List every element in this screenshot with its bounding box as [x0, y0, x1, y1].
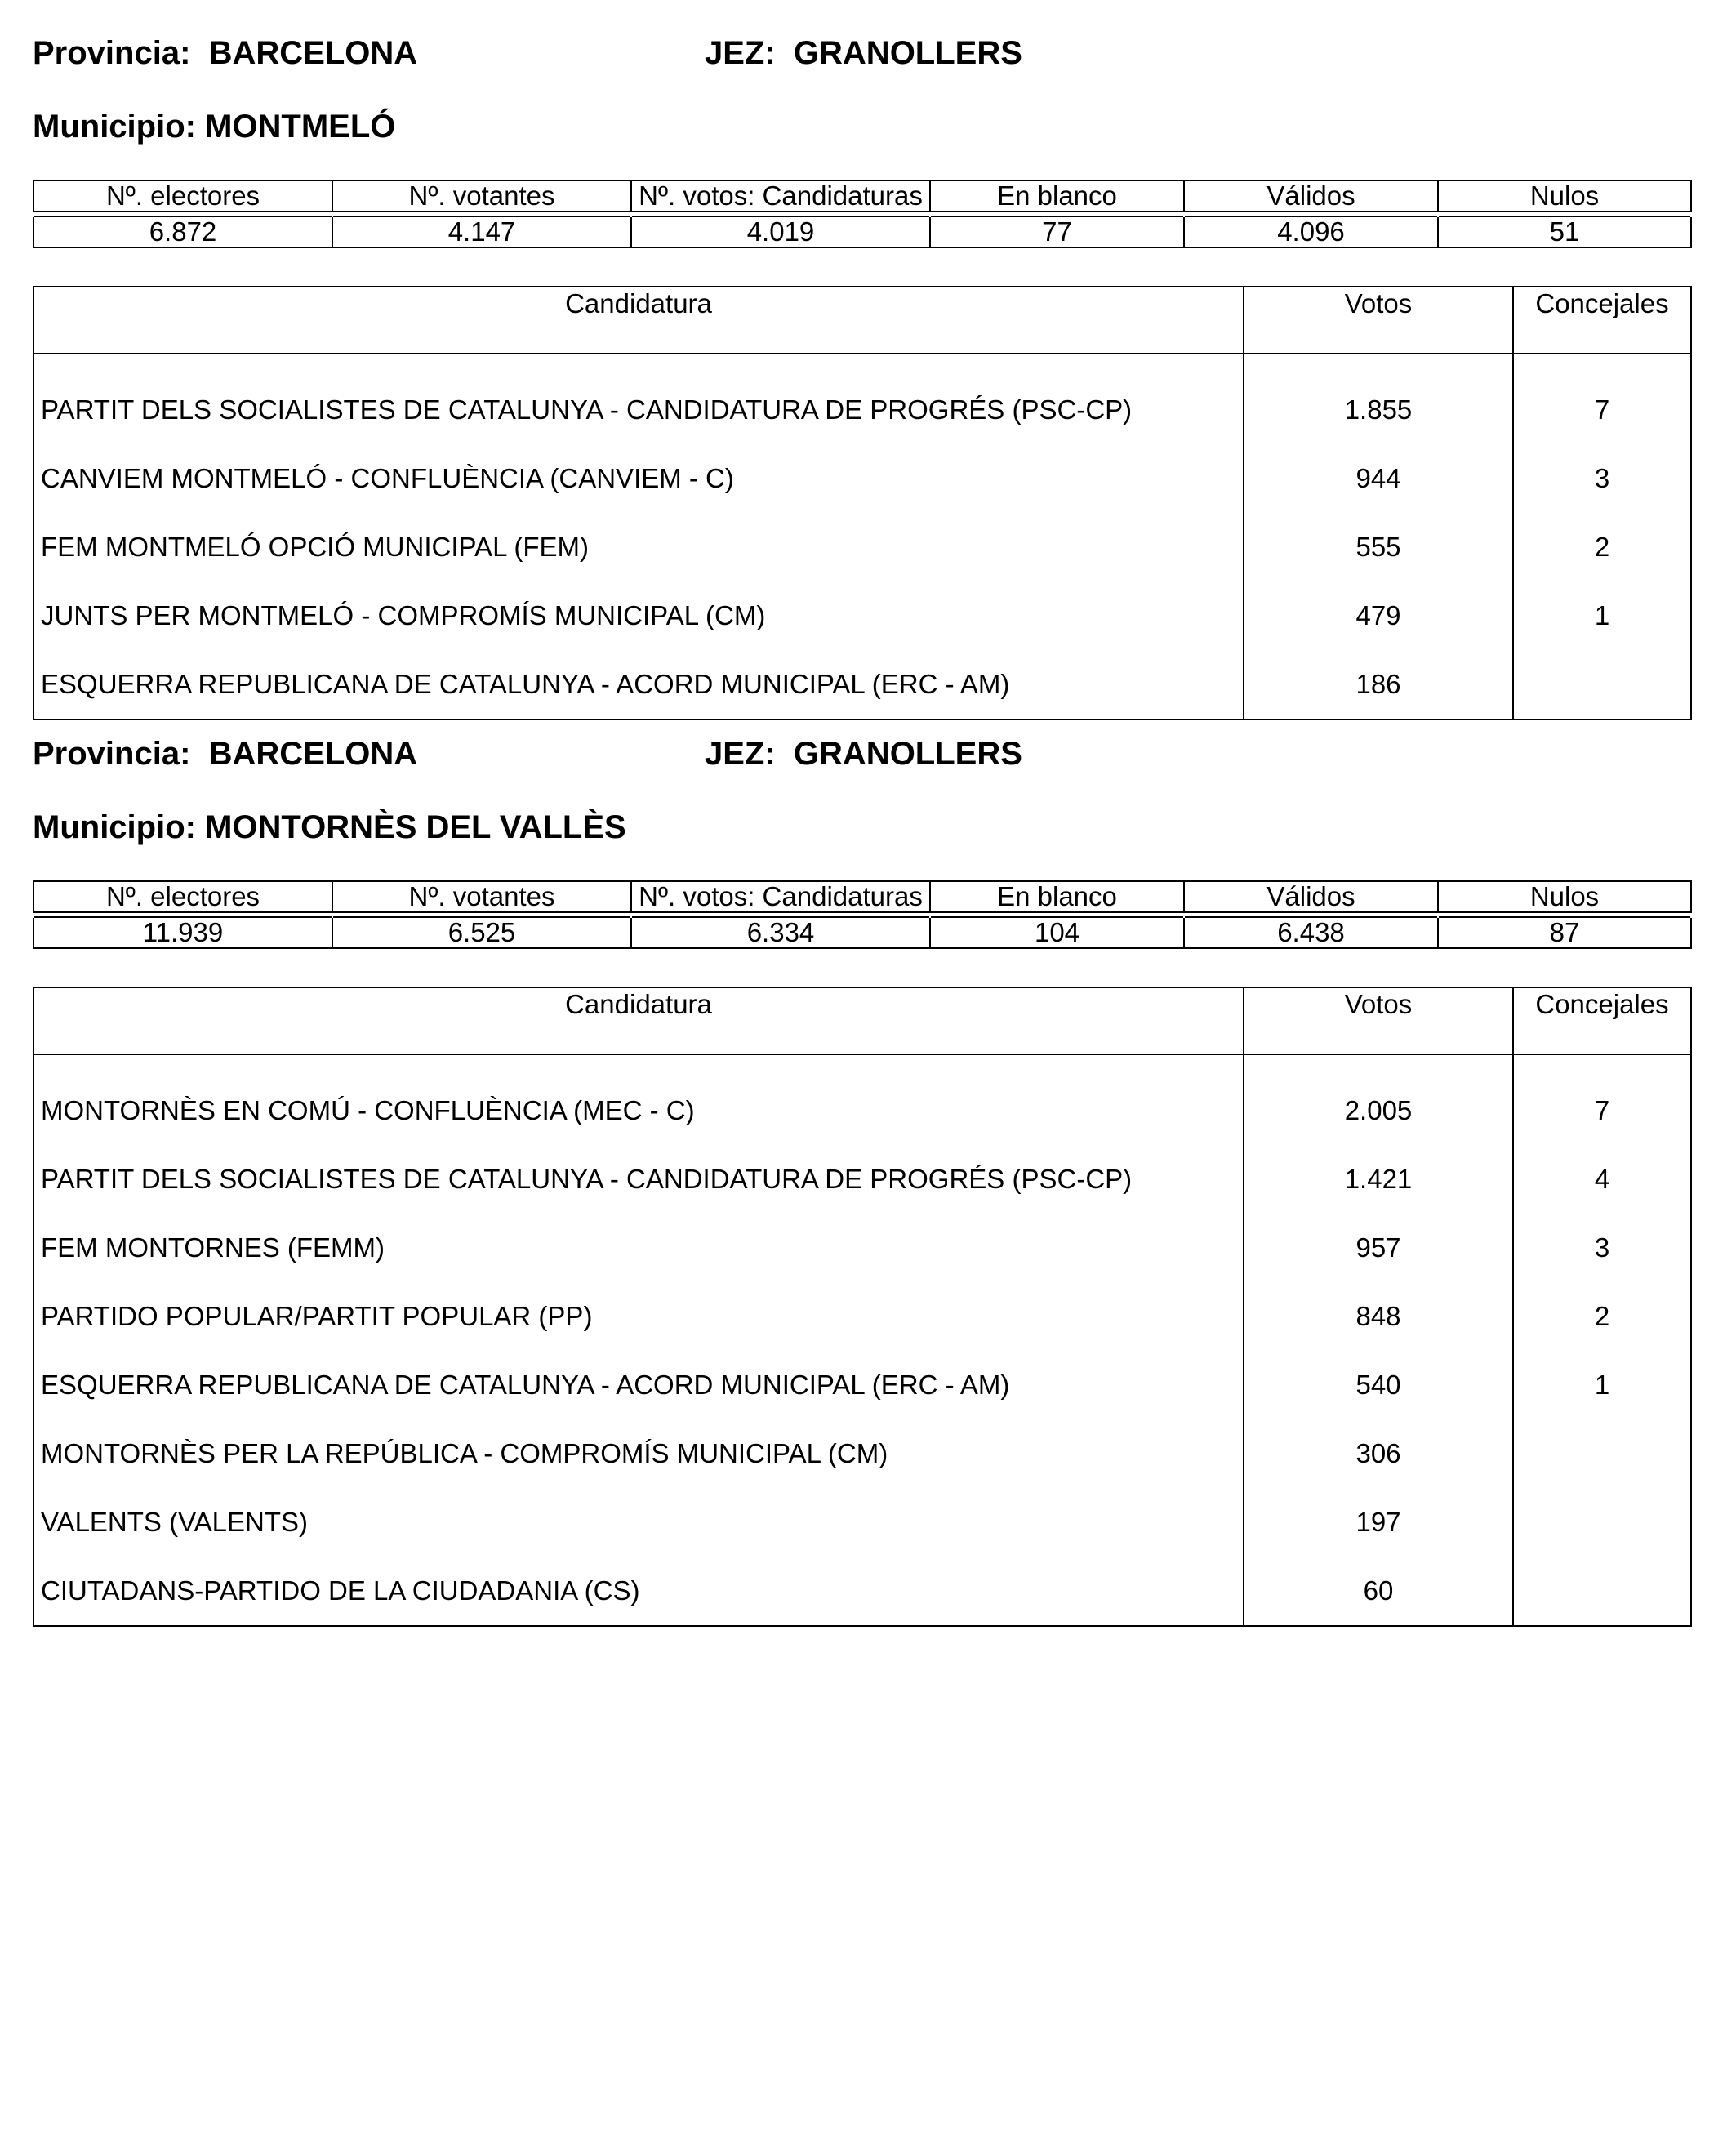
votes-value: 60: [1244, 1557, 1513, 1626]
stats-header-cell: Nº. electores: [33, 180, 332, 212]
table-row: [33, 1282, 1691, 1351]
stats-value-cell: 6.438: [1184, 917, 1438, 948]
votos-header: Votos: [1244, 287, 1513, 354]
jez-heading: [705, 730, 1022, 777]
candidatura-name: ESQUERRA REPUBLICANA DE CATALUNYA - ACORD MUNICIPAL (ERC - AM): [33, 650, 1244, 719]
provincia-label: Provincia:: [33, 736, 191, 772]
stats-header-cell: Válidos: [1184, 180, 1438, 212]
candidatura-name: CANVIEM MONTMELÓ - CONFLUÈNCIA (CANVIEM - C): [33, 444, 1244, 513]
table-row: [33, 444, 1691, 513]
stats-header-cell: Válidos: [1184, 881, 1438, 912]
stats-value-row: [33, 216, 1691, 247]
candidatura-name: FEM MONTORNES (FEMM): [33, 1214, 1244, 1282]
stats-value-cell: 6.334: [631, 917, 930, 948]
stats-header-cell: Nº. votos: Candidaturas: [631, 180, 930, 212]
candidatura-name: MONTORNÈS PER LA REPÚBLICA - COMPROMÍS MUNICIPAL (CM): [33, 1419, 1244, 1488]
jez-label: JEZ:: [705, 35, 776, 71]
stats-header-cell: Nulos: [1438, 881, 1691, 912]
votes-value: 306: [1244, 1419, 1513, 1488]
municipio-heading: [33, 804, 1690, 851]
stats-header-cell: Nulos: [1438, 180, 1691, 212]
stats-value-cell: 4.019: [631, 216, 930, 247]
stats-value-cell: 51: [1438, 216, 1691, 247]
table-row: [33, 354, 1691, 444]
candidatura-name: JUNTS PER MONTMELÓ - COMPROMÍS MUNICIPAL (CM): [33, 581, 1244, 650]
summary-stats-table: [33, 180, 1692, 248]
votes-value: 944: [1244, 444, 1513, 513]
results-header-row: [33, 287, 1691, 354]
municipio-value: MONTORNÈS DEL VALLÈS: [205, 809, 626, 845]
candidatura-name: VALENTS (VALENTS): [33, 1488, 1244, 1557]
candidatura-name: MONTORNÈS EN COMÚ - CONFLUÈNCIA (MEC - C): [33, 1054, 1244, 1145]
concejales-header: Concejales: [1513, 287, 1691, 354]
jez-value: GRANOLLERS: [793, 736, 1022, 772]
municipio-label: Municipio:: [33, 809, 196, 845]
seats-value: [1513, 1488, 1691, 1557]
results-table: [33, 987, 1692, 1627]
votes-value: 1.421: [1244, 1145, 1513, 1214]
table-row: [33, 1419, 1691, 1488]
votes-value: 2.005: [1244, 1054, 1513, 1145]
votes-value: 1.855: [1244, 354, 1513, 444]
votes-value: 186: [1244, 650, 1513, 719]
seats-value: 3: [1513, 444, 1691, 513]
provincia-label: Provincia:: [33, 35, 191, 71]
provincia-value: BARCELONA: [208, 736, 418, 772]
results-table: [33, 286, 1692, 720]
stats-header-cell: Nº. votos: Candidaturas: [631, 881, 930, 912]
section-header: [33, 730, 1690, 777]
stats-header-row: [33, 881, 1691, 912]
table-row: [33, 1488, 1691, 1557]
municipality-section: [33, 29, 1690, 720]
seats-value: 1: [1513, 581, 1691, 650]
votes-value: 957: [1244, 1214, 1513, 1282]
votos-header: Votos: [1244, 987, 1513, 1054]
votes-value: 540: [1244, 1351, 1513, 1419]
seats-value: 4: [1513, 1145, 1691, 1214]
municipality-section: [33, 730, 1690, 1627]
votes-value: 197: [1244, 1488, 1513, 1557]
provincia-value: BARCELONA: [208, 35, 418, 71]
candidatura-name: PARTIT DELS SOCIALISTES DE CATALUNYA - CANDIDATURA DE PROGRÉS (PSC-CP): [33, 354, 1244, 444]
concejales-header: Concejales: [1513, 987, 1691, 1054]
seats-value: 1: [1513, 1351, 1691, 1419]
seats-value: [1513, 1557, 1691, 1626]
votes-value: 555: [1244, 513, 1513, 581]
summary-stats-table: [33, 880, 1692, 949]
section-header: [33, 29, 1690, 77]
seats-value: 2: [1513, 1282, 1691, 1351]
stats-header-cell: En blanco: [930, 881, 1184, 912]
stats-value-cell: 4.096: [1184, 216, 1438, 247]
municipio-value: MONTMELÓ: [205, 109, 396, 145]
seats-value: 2: [1513, 513, 1691, 581]
votes-value: 479: [1244, 581, 1513, 650]
candidatura-name: PARTIDO POPULAR/PARTIT POPULAR (PP): [33, 1282, 1244, 1351]
stats-value-cell: 4.147: [332, 216, 631, 247]
table-row: [33, 513, 1691, 581]
candidatura-name: ESQUERRA REPUBLICANA DE CATALUNYA - ACORD MUNICIPAL (ERC - AM): [33, 1351, 1244, 1419]
candidatura-name: FEM MONTMELÓ OPCIÓ MUNICIPAL (FEM): [33, 513, 1244, 581]
table-row: [33, 650, 1691, 719]
seats-value: 3: [1513, 1214, 1691, 1282]
table-row: [33, 1557, 1691, 1626]
candidatura-header: Candidatura: [33, 287, 1244, 354]
table-row: [33, 581, 1691, 650]
results-header-row: [33, 987, 1691, 1054]
votes-value: 848: [1244, 1282, 1513, 1351]
jez-label: JEZ:: [705, 736, 776, 772]
jez-heading: [705, 29, 1022, 77]
jez-value: GRANOLLERS: [793, 35, 1022, 71]
table-row: [33, 1145, 1691, 1214]
table-row: [33, 1214, 1691, 1282]
table-row: [33, 1054, 1691, 1145]
stats-value-cell: 6.872: [33, 216, 332, 247]
seats-value: [1513, 1419, 1691, 1488]
candidatura-header: Candidatura: [33, 987, 1244, 1054]
stats-value-cell: 6.525: [332, 917, 631, 948]
municipio-label: Municipio:: [33, 109, 196, 145]
stats-header-cell: En blanco: [930, 180, 1184, 212]
stats-header-cell: Nº. electores: [33, 881, 332, 912]
provincia-heading: [33, 29, 417, 77]
stats-value-cell: 87: [1438, 917, 1691, 948]
seats-value: 7: [1513, 354, 1691, 444]
stats-value-row: [33, 917, 1691, 948]
seats-value: 7: [1513, 1054, 1691, 1145]
stats-value-cell: 77: [930, 216, 1184, 247]
stats-header-row: [33, 180, 1691, 212]
stats-value-cell: 104: [930, 917, 1184, 948]
municipio-heading: [33, 103, 1690, 150]
table-row: [33, 1351, 1691, 1419]
seats-value: [1513, 650, 1691, 719]
candidatura-name: CIUTADANS-PARTIDO DE LA CIUDADANIA (CS): [33, 1557, 1244, 1626]
provincia-heading: [33, 730, 417, 777]
stats-header-cell: Nº. votantes: [332, 881, 631, 912]
stats-value-cell: 11.939: [33, 917, 332, 948]
stats-header-cell: Nº. votantes: [332, 180, 631, 212]
candidatura-name: PARTIT DELS SOCIALISTES DE CATALUNYA - CANDIDATURA DE PROGRÉS (PSC-CP): [33, 1145, 1244, 1214]
